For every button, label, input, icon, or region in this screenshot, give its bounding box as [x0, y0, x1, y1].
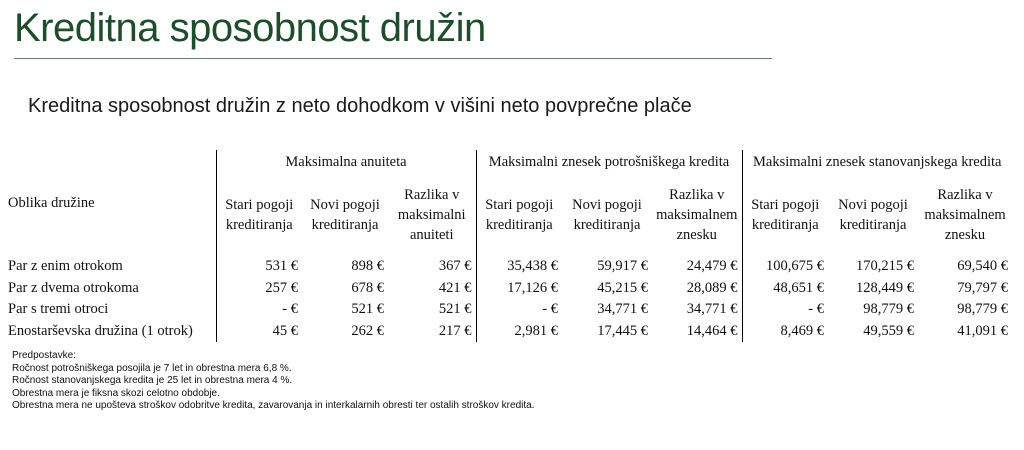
- table-cell: 257 €: [216, 278, 302, 300]
- table-cell: 35,438 €: [476, 256, 562, 278]
- row-label: Par s tremi otroci: [8, 301, 109, 318]
- group-header-row: [2, 150, 1012, 174]
- group-header-max-housing-loan: Maksimalni znesek stanovanjskega kredita: [742, 150, 1012, 174]
- row-label: Enostarševska družina (1 otrok): [8, 322, 193, 339]
- footnotes: [12, 350, 534, 413]
- table-cell: 24,479 €: [686, 258, 738, 275]
- table-row: [2, 256, 1012, 278]
- col-header-old-terms: Stari pogoji kreditiranja: [476, 174, 562, 256]
- col-header-new-terms: Novi pogoji kreditiranja: [310, 197, 380, 233]
- col-header-difference: Razlika v maksimalni anuiteti: [397, 187, 466, 243]
- table-cell: 17,126 €: [476, 278, 562, 300]
- table-cell: 17,445 €: [597, 322, 648, 339]
- table-cell: 59,917 €: [597, 258, 648, 275]
- row-label: Par z dvema otrokoma: [8, 279, 139, 296]
- slide-subtitle: Kreditna sposobnost družin z neto dohodkom v višini neto povprečne plače: [28, 95, 692, 117]
- col-header-new-terms: Novi pogoji kreditiranja: [572, 197, 642, 233]
- table-cell: 128,449 €: [856, 279, 914, 296]
- col-header-difference: Razlika v maksimalnem znesku: [924, 187, 1006, 243]
- table-cell: - €: [216, 299, 302, 321]
- table-cell: 678 €: [351, 279, 384, 296]
- table-cell: 48,651 €: [742, 278, 828, 300]
- table-row: [2, 278, 1012, 300]
- table-cell: 45,215 €: [597, 279, 648, 296]
- table-cell: 531 €: [216, 256, 302, 278]
- footnote-line: Ročnost potrošniškega posojila je 7 let in obrestna mera 6,8 %.: [12, 362, 292, 374]
- table-cell: 98,779 €: [863, 301, 914, 318]
- table-cell: 98,779 €: [957, 301, 1008, 318]
- table-cell: 69,540 €: [957, 258, 1008, 275]
- row-label: Par z enim otrokom: [8, 258, 123, 275]
- table-cell: 41,091 €: [957, 322, 1008, 339]
- credit-capacity-table: [2, 150, 1012, 342]
- col-header-new-terms: Novi pogoji kreditiranja: [838, 197, 908, 233]
- table-cell: 898 €: [351, 258, 384, 275]
- table-cell: 421 €: [438, 279, 472, 296]
- table-cell: 79,797 €: [957, 279, 1008, 296]
- footnote-heading: Predpostavke:: [12, 350, 76, 361]
- footnote-line: Obrestna mera je fiksna skozi celotno obdobje.: [12, 387, 220, 399]
- table-cell: 14,464 €: [686, 322, 738, 339]
- table-row: [2, 321, 1012, 343]
- table-cell: - €: [476, 299, 562, 321]
- table-cell: 217 €: [438, 322, 472, 339]
- col-header-old-terms: Stari pogoji kreditiranja: [742, 174, 828, 256]
- title-divider: [14, 58, 772, 59]
- family-type-header: Oblika družine: [8, 194, 95, 211]
- slide-title: Kreditna sposobnost družin: [14, 6, 486, 50]
- table-cell: 2,981 €: [476, 321, 562, 343]
- table-cell: - €: [742, 299, 828, 321]
- table-cell: 49,559 €: [863, 322, 914, 339]
- table-cell: 262 €: [351, 322, 384, 339]
- table-row: [2, 299, 1012, 321]
- footnote-line: Ročnost stanovanjskega kredita je 25 let in obrestna mera 4 %.: [12, 375, 293, 386]
- table-cell: 100,675 €: [742, 256, 828, 278]
- table-cell: 521 €: [438, 301, 472, 318]
- table-cell: 367 €: [438, 258, 472, 275]
- group-header-max-annuity: Maksimalna anuiteta: [216, 150, 476, 174]
- footnote-line: Obrestna mera ne upošteva stroškov odobritve kredita, zavarovanja in interkalarnih obresti ter ostalih stroškov kredita.: [12, 400, 535, 411]
- table-cell: 45 €: [216, 321, 302, 343]
- table-cell: 170,215 €: [856, 258, 914, 275]
- table-cell: 34,771 €: [686, 301, 738, 318]
- table-cell: 8,469 €: [742, 321, 828, 343]
- table-cell: 521 €: [351, 301, 384, 318]
- table-cell: 28,089 €: [686, 279, 738, 296]
- table-cell: 34,771 €: [597, 301, 648, 318]
- col-header-difference: Razlika v maksimalnem znesku: [656, 187, 738, 243]
- col-header-old-terms: Stari pogoji kreditiranja: [216, 174, 302, 256]
- group-header-max-consumer-loan: Maksimalni znesek potrošniškega kredita: [476, 150, 742, 174]
